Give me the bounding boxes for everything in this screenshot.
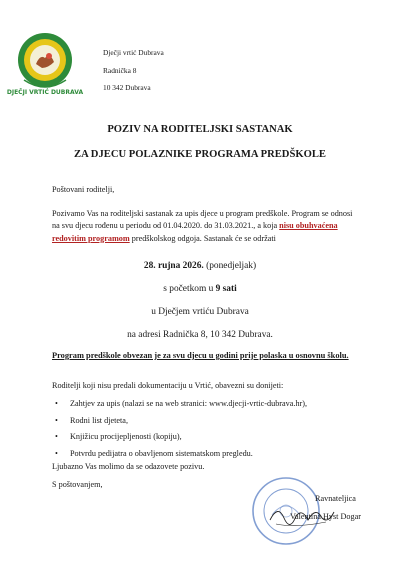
logo-text: DJEČJI VRTIĆ DUBRAVA bbox=[6, 89, 84, 96]
address-line: Radnička 8 bbox=[103, 65, 137, 75]
meeting-place: u Dječjem vrtiću Dubrava bbox=[151, 307, 249, 317]
intro-text: Pozivamo Vas na roditeljski sastanak za upis djece u program predškole. Program se odnosi na svu djecu rođenu u periodu od 01.04.2020. do 31.03.2021., a koja bbox=[52, 209, 353, 231]
meeting-time bbox=[0, 284, 400, 294]
document-item: Potvrdu pedijatra o obavljenom sistematskom pregledu. bbox=[70, 448, 253, 458]
meeting-date bbox=[0, 261, 400, 271]
regards-line: S poštovanjem, bbox=[52, 480, 103, 489]
bullet-icon: • bbox=[55, 448, 58, 458]
signatory-role: Ravnateljica bbox=[315, 494, 356, 503]
sender-address bbox=[103, 44, 164, 97]
signatory-name: Valentina Hyst Dogar bbox=[290, 512, 361, 521]
closing-line: Ljubazno Vas molimo da se odazovete pozivu. bbox=[52, 462, 205, 471]
kindergarten-logo bbox=[6, 30, 84, 104]
documents-list bbox=[52, 398, 307, 464]
document-item: Rodni list djeteta, bbox=[70, 415, 128, 425]
document-title: POZIV NA RODITELJSKI SASTANAK bbox=[107, 124, 293, 135]
document-item: Zahtjev za upis (nalazi se na web stranici: www.djecji-vrtic-dubrava.hr), bbox=[70, 399, 308, 408]
greeting: Poštovani roditelji, bbox=[52, 185, 115, 194]
intro-highlight: nisu obuhvaćena redovitim programom bbox=[52, 221, 338, 243]
meeting-date-bold: 28. rujna 2026. bbox=[143, 261, 204, 271]
bullet-icon: • bbox=[55, 415, 58, 425]
document-subtitle: ZA DJECU POLAZNIKE PROGRAMA PREDŠKOLE bbox=[74, 149, 326, 160]
document-item: Knjižicu procijepljenosti (kopiju), bbox=[70, 432, 182, 441]
meeting-time-bold: 9 sati bbox=[215, 284, 237, 294]
meeting-day: (ponedjeljak) bbox=[203, 261, 257, 271]
intro-paragraph bbox=[52, 208, 357, 245]
address-line: 10 342 Dubrava bbox=[103, 83, 151, 92]
mandatory-notice: Program predškole obvezan je za svu djecu u godini prije polaska u osnovnu školu. bbox=[52, 351, 349, 360]
list-item bbox=[52, 431, 307, 448]
list-item bbox=[52, 398, 307, 415]
documents-intro: Roditelji koji nisu predali dokumentaciju u Vrtić, obavezni su donijeti: bbox=[52, 381, 284, 390]
bullet-icon: • bbox=[55, 432, 58, 441]
meeting-address: na adresi Radnička 8, 10 342 Dubrava. bbox=[127, 330, 273, 340]
list-item bbox=[52, 415, 307, 432]
address-line: Dječji vrtić Dubrava bbox=[103, 48, 164, 57]
meeting-time-prefix: s početkom u bbox=[163, 284, 216, 294]
intro-text-end: predškolskog odgoja. Sastanak će se održati bbox=[129, 233, 276, 243]
bullet-icon: • bbox=[55, 399, 58, 408]
